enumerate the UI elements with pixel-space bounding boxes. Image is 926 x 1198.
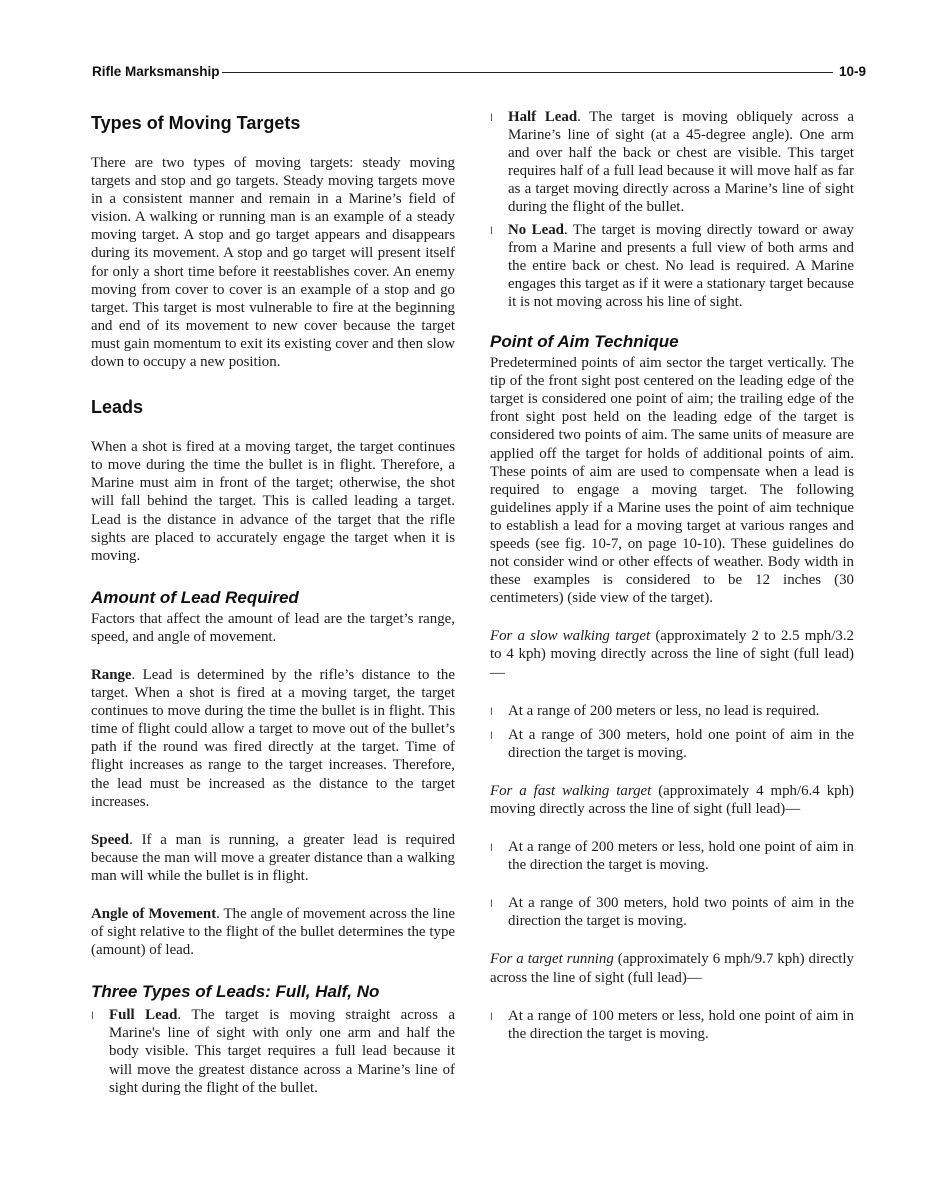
term-slow-walking: For a slow walking target xyxy=(490,628,651,645)
bullet-slow-200: l At a range of 200 meters or less, no lead is required. xyxy=(490,702,854,722)
bullet-marker: l xyxy=(490,225,493,237)
bullet-marker: l xyxy=(490,843,493,855)
paragraph-point-of-aim: Predetermined points of aim sector the target vertically. The tip of the front sight post centered on the leading edge of the target is considered one point of aim; the trailing edge of the front sight post held on the leading edge of the target is considered two points of aim. The same units of measure are applied off the target for holds of additional points of aim. These points of aim are used to compensate when a lead is required to engage a moving target. The following guidelines apply if a Marine uses the point of aim technique to establish a lead for a moving target at various ranges and speeds (see fig. 10-7, on page 10-10). These guidelines do not consider wind or other effects of weather. Body width in these examples is considered to be 12 inches (30 centimeters) (side view of the target). xyxy=(490,355,854,607)
term-full-lead: Full Lead xyxy=(109,1007,178,1024)
paragraph-speed: Speed. If a man is running, a greater lead is required because the man will move a greater distance than a walking man will while the bullet is in flight. xyxy=(91,831,455,884)
paragraph-slow-walking: For a slow walking target (approximately 2 to 2.5 mph/3.2 to 4 kph) moving directly across the line of sight (full lead)— xyxy=(490,628,854,681)
bullet-fast-300: l At a range of 300 meters, hold two points of aim in the direction the target is moving. xyxy=(490,895,854,930)
bullet-full-lead: l Full Lead. The target is moving straight across a Marine's line of sight with only one arm and half the body visible. This target requires a full lead because it will move the greatest distance across a Marine’s line of sight during the flight of the bullet. xyxy=(91,1007,455,1096)
left-column xyxy=(91,108,455,1097)
term-fast-walking: For a fast walking target xyxy=(490,782,652,799)
paragraph-fast-walking: For a fast walking target (approximately 4 mph/6.4 kph) moving directly across the line of sight (full lead)— xyxy=(490,782,854,817)
bullet-marker: l xyxy=(91,1011,94,1023)
bullet-marker: l xyxy=(490,113,493,124)
heading-point-of-aim: Point of Aim Technique xyxy=(490,332,679,352)
bullet-running-100: l At a range of 100 meters or less, hold one point of aim in the direction the target is moving. xyxy=(490,1007,854,1042)
paragraph-angle: Angle of Movement. The angle of movement across the line of sight relative to the flight of the bullet determines the type (amount) of lead. xyxy=(91,906,455,959)
bullet-half-lead: l Half Lead. The target is moving obliquely across a Marine’s line of sight (at a 45-degree angle). One arm and over half the back or chest are visible. This target requires half of a full lead because it will move half as far as a target moving directly across a Marine’s line of sight during the flight of the bullet. xyxy=(490,109,854,216)
paragraph-running: For a target running (approximately 6 mph/9.7 kph) directly across the line of sight (full lead)— xyxy=(490,951,855,986)
bullet-marker: l xyxy=(490,1011,493,1023)
bullet-slow-300: l At a range of 300 meters, hold one point of aim in the direction the target is moving. xyxy=(490,726,854,761)
bullet-no-lead: l No Lead. The target is moving directly toward or away from a Marine and presents a full view of both arms and the entire back or chest. No lead is required. A Marine engages this target as if it were a stationary target because it is not moving across his line of sight. xyxy=(490,221,854,310)
bullet-fast-200: l At a range of 200 meters or less, hold one point of aim in the direction the target is moving. xyxy=(490,839,854,874)
heading-amount-of-lead: Amount of Lead Required xyxy=(91,587,299,607)
bullet-marker: l xyxy=(490,730,493,742)
heading-three-types-of-leads: Three Types of Leads: Full, Half, No xyxy=(91,982,380,1002)
heading-types-of-moving-targets: Types of Moving Targets xyxy=(91,113,301,133)
term-speed: Speed xyxy=(91,831,130,848)
bullet-marker: l xyxy=(490,899,493,911)
term-running: For a target running xyxy=(490,951,614,968)
bullet-marker: l xyxy=(490,706,493,718)
right-column xyxy=(490,108,854,1043)
heading-leads: Leads xyxy=(91,397,144,418)
paragraph-range: Range. Lead is determined by the rifle’s distance to the target. When a shot is fired at a moving target, the target continues to move during the time the bullet is in flight. This time of flight could allow a target to move out of the bullet’s path if the round was fired directly at the target. Time of flight increases as range to the target increases. Therefore, the lead must be increased as the distance to the target increases. xyxy=(91,666,455,810)
header-rule xyxy=(222,72,833,73)
term-angle: Angle of Movement xyxy=(91,906,217,922)
paragraph-amount: Factors that affect the amount of lead are the target’s range, speed, and angle of movement. xyxy=(91,610,455,645)
header-title: Rifle Marksmanship xyxy=(92,63,220,79)
paragraph-leads: When a shot is fired at a moving target, the target continues to move during the time the bullet is in flight. Therefore, a Marine must aim in front of the target; otherwise, the shot will fall behind the target. This is called leading a target. Lead is the distance in advance of the target that the rifle sights are placed to accurately engage the target when it is moving. xyxy=(91,439,455,564)
paragraph-types: There are two types of moving targets: steady moving targets and stop and go targets. Steady moving targets move in a consistent manner and remain in a Marine’s field of vision. A walking or running man is an example of a steady moving target. A stop and go target appears and disappears during its movement. A stop and go target will present itself for only a short time before it reestablishes cover. An enemy moving from cover to cover is an example of a stop and go target. This target is most vulnerable to fire at the beginning and end of its movement to new cover because the target must gain momentum to exit its existing cover and then slow down to occupy a new position. xyxy=(91,155,455,371)
page-number: 10-9 xyxy=(838,63,866,79)
term-half-lead: Half Lead xyxy=(508,109,578,125)
term-range: Range xyxy=(91,666,132,683)
running-header xyxy=(92,61,866,81)
term-no-lead: No Lead xyxy=(508,221,564,238)
